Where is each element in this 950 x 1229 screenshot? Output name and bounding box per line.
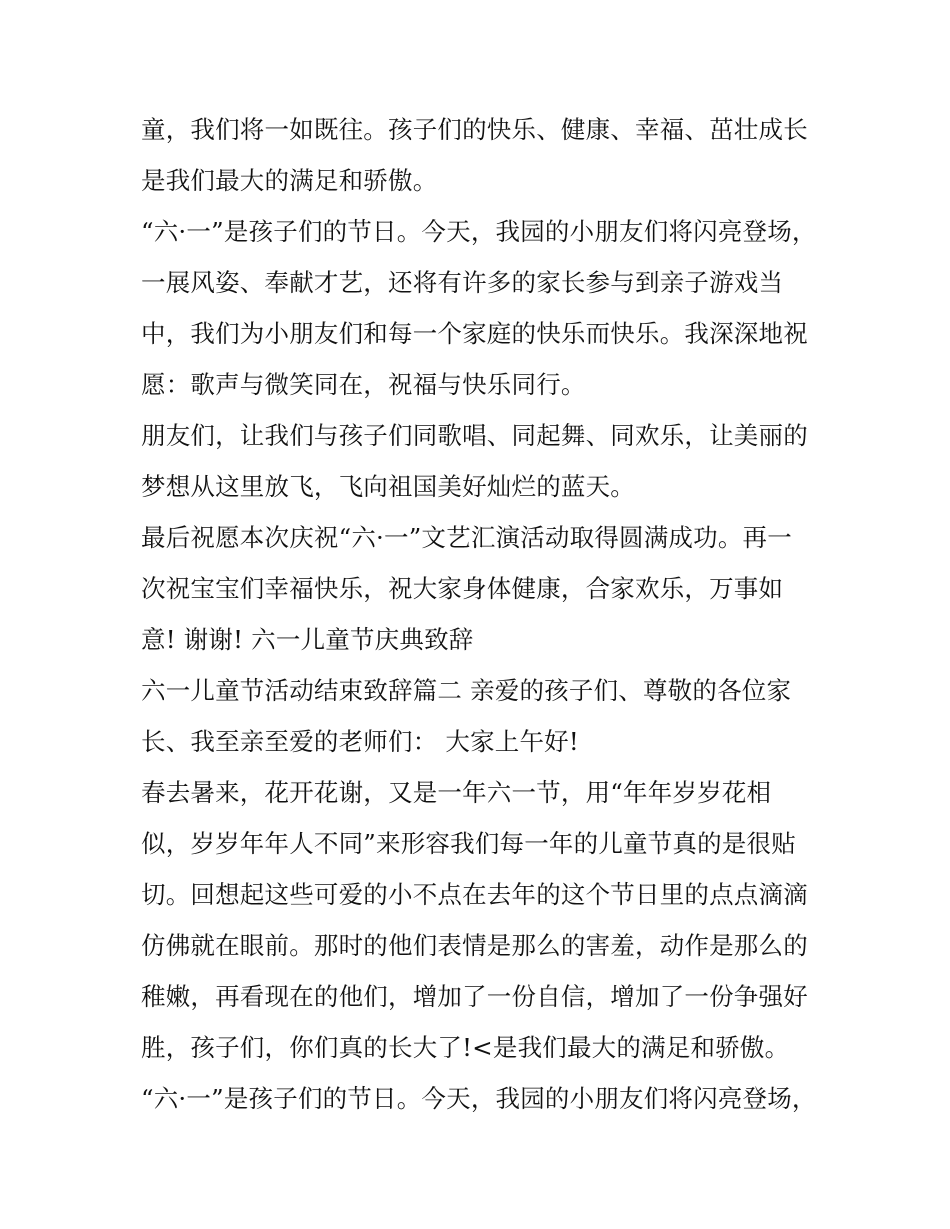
text-line: 长、我至亲至爱的老师们： 大家上午好! [141,727,579,756]
text-line: 朋友们，让我们与孩子们同歌唱、同起舞、同欢乐，让美丽的 [141,421,808,450]
text-line: 切。回想起这些可爱的小不点在去年的这个节日里的点点滴滴 [141,880,808,909]
text-line: “六·一”是孩子们的节日。今天，我园的小朋友们将闪亮登场， [141,217,817,246]
text-line: 次祝宝宝们幸福快乐，祝大家身体健康，合家欢乐，万事如 [141,574,784,603]
text-line: 最后祝愿本次庆祝“六·一”文艺汇演活动取得圆满成功。再一 [141,523,792,552]
text-line: 春去暑来，花开花谢，又是一年六一节，用“年年岁岁花相 [141,778,772,807]
text-line: 中，我们为小朋友们和每一个家庭的快乐而快乐。我深深地祝 [141,319,808,348]
text-line: 一展风姿、奉献才艺，还将有许多的家长参与到亲子游戏当 [141,268,784,297]
text-line: 愿：歌声与微笑同在，祝福与快乐同行。 [141,370,586,399]
text-line: 梦想从这里放飞，飞向祖国美好灿烂的蓝天。 [141,472,635,501]
text-line: “六·一”是孩子们的节日。今天，我园的小朋友们将闪亮登场， [141,1084,817,1113]
text-line: 仿佛就在眼前。那时的他们表情是那么的害羞，动作是那么的 [141,931,808,960]
text-line: 是我们最大的满足和骄傲。 [141,166,438,195]
text-line: 胜，孩子们，你们真的长大了!<是我们最大的满足和骄傲。 [141,1033,790,1062]
text-line: 童，我们将一如既往。孩子们的快乐、健康、幸福、茁壮成长 [141,115,808,144]
text-line: 似，岁岁年年人不同”来形容我们每一年的儿童节真的是很贴 [141,829,796,858]
text-line: 稚嫩，再看现在的他们，增加了一份自信，增加了一份争强好 [141,982,808,1011]
text-line: 意! 谢谢! 六一儿童节庆典致辞 [141,625,474,654]
text-line: 六一儿童节活动结束致辞篇二 亲爱的孩子们、尊敬的各位家 [141,676,792,705]
document-body [141,104,821,1124]
